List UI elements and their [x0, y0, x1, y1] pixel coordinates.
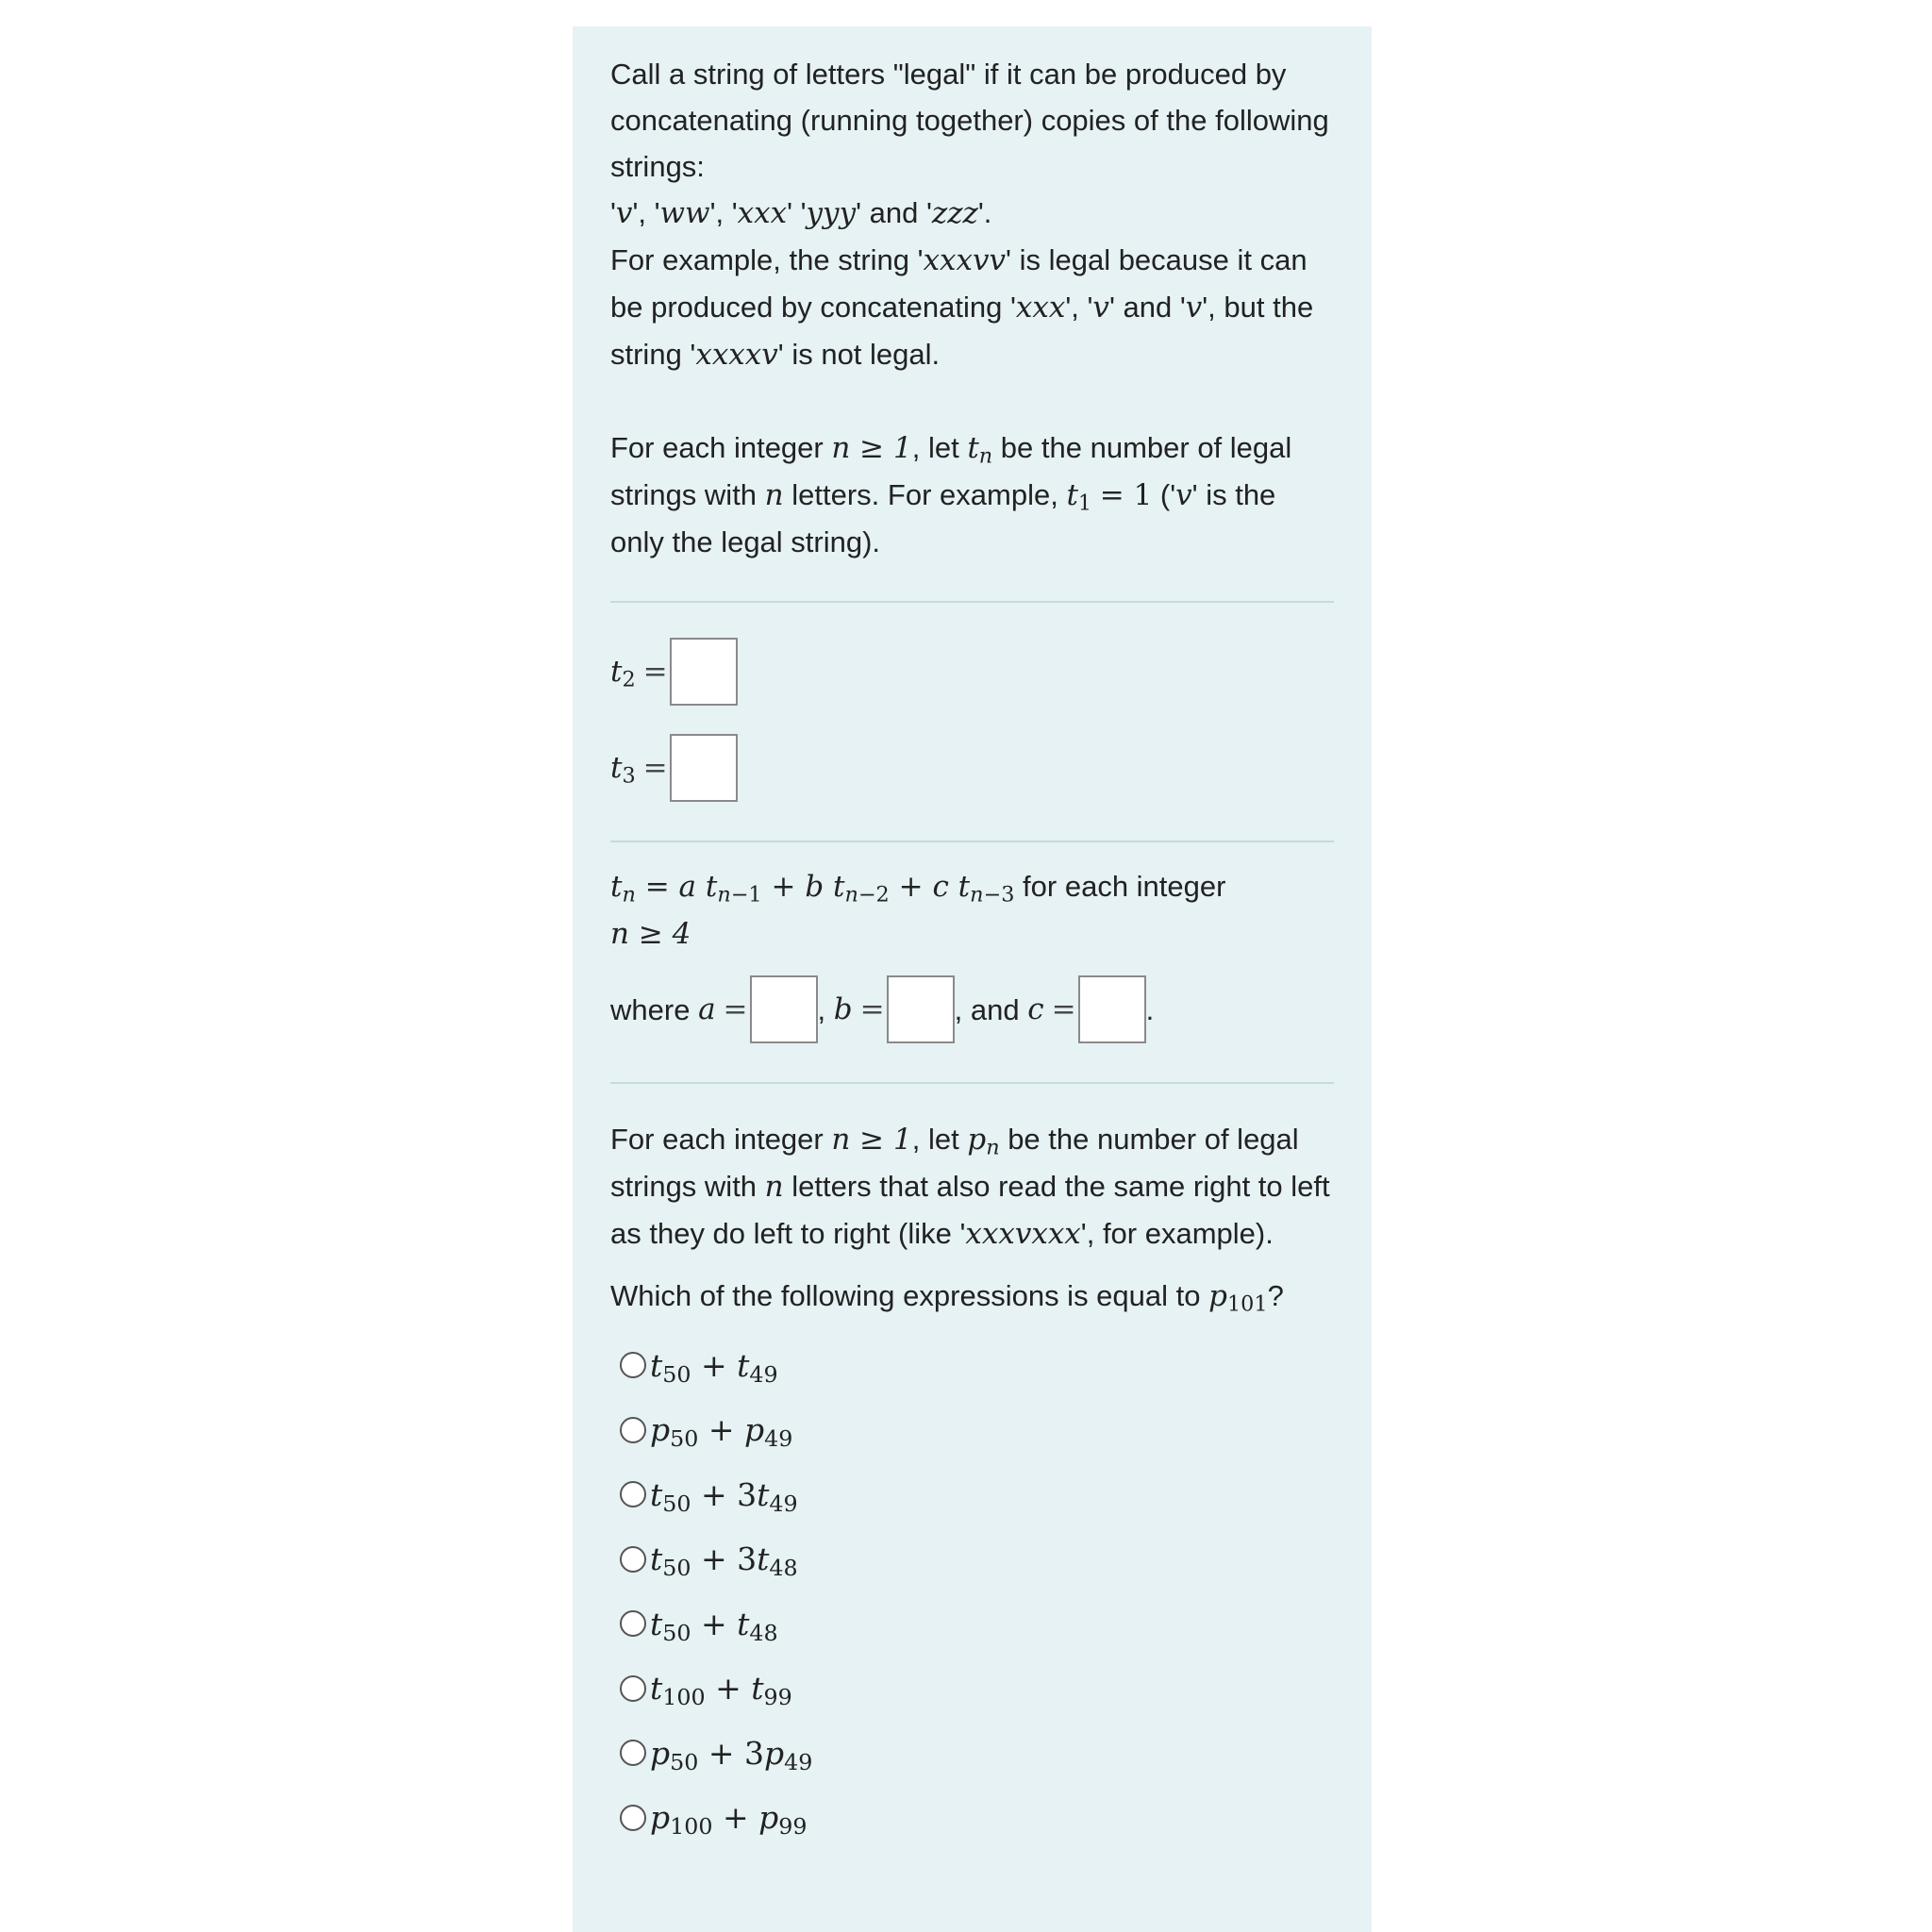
b-input[interactable]: [887, 975, 955, 1043]
option-3[interactable]: [610, 1462, 1334, 1527]
example-text: For example, the string: [610, 243, 910, 276]
t2-label: $t_2$: [610, 654, 636, 692]
a-input[interactable]: [750, 975, 818, 1043]
palindrome-text: For each integer n ≥ 1, let $p_n$ be the number of legal strings with n letters that also read the same right to left as they do left to right (like 'xxxvxxx', for example).: [610, 1123, 1330, 1251]
b-equals: =: [859, 991, 885, 1026]
def-text-1: For each integer: [610, 431, 824, 464]
radio-button[interactable]: [620, 1417, 646, 1443]
c-input[interactable]: [1078, 975, 1146, 1043]
t2-input[interactable]: [670, 638, 738, 706]
intro-text: Call a string of letters "legal" if it can be produced by concatenating (running together) copies of the following strings: 'v', 'ww', 'xxx' 'yyy' and 'zzz'. For example, the string 'xxxvv' is legal because it can be produced by concatenating 'xxx', 'v' and 'v', but the string 'xxxxv' is not legal.: [610, 58, 1329, 372]
option-1[interactable]: [610, 1333, 1334, 1398]
radio-button[interactable]: [620, 1481, 646, 1507]
option-6[interactable]: [610, 1657, 1334, 1722]
option-expression: $t_{50} + 3t_{48}$: [650, 1541, 798, 1582]
comma-1: ,: [817, 992, 826, 1026]
question-text: [610, 1273, 1334, 1320]
t3-input[interactable]: [670, 734, 738, 802]
t-n: $t_n$: [967, 431, 993, 469]
string-zzz: zzz: [931, 196, 978, 230]
string-xxx: xxx: [737, 196, 788, 230]
n-var: n: [764, 478, 784, 512]
option-expression: $t_{50} + t_{49}$: [650, 1346, 778, 1388]
where-word: where: [610, 992, 691, 1026]
t3-label: $t_3$: [610, 750, 636, 789]
concat-xxx: xxx: [1015, 291, 1066, 325]
radio-button[interactable]: [620, 1352, 646, 1378]
pal-text-3: be the number of legal strings with: [610, 1123, 1299, 1203]
radio-button[interactable]: [620, 1805, 646, 1831]
option-4[interactable]: [610, 1527, 1334, 1592]
t-1: $t_1$: [1066, 478, 1092, 516]
p-n: $p_n$: [967, 1123, 1000, 1160]
cond-n-ge-4: n ≥ 4: [610, 917, 691, 951]
illegal-string: xxxxv: [695, 338, 778, 372]
p-101: $p_{101}$: [1208, 1279, 1268, 1317]
pal-text-5: ', for example).: [1080, 1217, 1274, 1250]
definition-text: For each integer n ≥ 1, let $t_n$ be the number of legal strings with n letters. For example, $t_1 = 1$ ('v' is the only the legal string).: [610, 431, 1292, 558]
string-ww: ww: [659, 196, 710, 230]
def-text-5: is the only the legal string).: [610, 478, 1276, 558]
radio-button[interactable]: [620, 1740, 646, 1766]
a-var: a: [698, 991, 716, 1026]
recurrence-text: [610, 863, 1334, 958]
option-expression: $t_{100} + t_{99}$: [650, 1670, 792, 1711]
question-lead: Which of the following expressions is equal to: [610, 1279, 1201, 1312]
string-yyy: yyy: [806, 196, 857, 230]
t1-value: = 1: [1099, 478, 1153, 512]
recurrence-tail: for each integer: [1023, 870, 1226, 903]
intro-line: Call a string of letters "legal" if it can be produced by concatenating (running together) copies of the following strings:: [610, 58, 1329, 183]
a-equals: =: [723, 991, 748, 1026]
t3-equals: =: [642, 750, 668, 785]
c-equals: =: [1051, 991, 1076, 1026]
radio-button[interactable]: [620, 1675, 646, 1702]
option-2[interactable]: [610, 1398, 1334, 1463]
coefficients-row: where a = , b = , and c = .: [610, 973, 1334, 1046]
and-word: and: [869, 196, 919, 229]
pal-text-1: For each integer: [610, 1123, 824, 1156]
option-expression: $t_{50} + t_{48}$: [650, 1605, 778, 1646]
option-expression: $p_{50} + 3p_{49}$: [650, 1734, 813, 1775]
option-8[interactable]: [610, 1786, 1334, 1851]
palindrome-example: xxxvxxx: [965, 1217, 1081, 1251]
option-expression: $p_{50} + p_{49}$: [650, 1411, 793, 1453]
pal-n-var: n: [764, 1170, 784, 1204]
string-v: v: [615, 196, 633, 230]
option-7[interactable]: [610, 1721, 1334, 1786]
radio-button[interactable]: [620, 1546, 646, 1573]
question-mark: ?: [1267, 1279, 1284, 1312]
t2-equals: =: [642, 654, 668, 689]
concat-v1: v: [1092, 291, 1109, 325]
option-expression: $p_{100} + p_{99}$: [650, 1799, 808, 1840]
question-panel: [573, 26, 1372, 1932]
example-text-2: is legal because it can be produced by concatenating: [610, 243, 1307, 324]
pal-text-2: , let: [911, 1123, 959, 1156]
answer-options: [610, 1333, 1334, 1850]
concat-v2: v: [1185, 291, 1203, 325]
def-text-4: letters. For example,: [791, 478, 1058, 511]
pal-cond: n ≥ 1: [831, 1123, 912, 1157]
c-var: c: [1027, 991, 1044, 1026]
only-string-v: v: [1175, 478, 1192, 512]
recurrence-formula: $t_n = a$ $t_{n-1} + b$ $t_{n-2} + c$ $t_{n-3}$: [610, 870, 1015, 908]
and-c-text: , and: [954, 992, 1020, 1026]
t3-answer-row: [610, 731, 1334, 805]
option-5[interactable]: [610, 1591, 1334, 1657]
example-text-3: but the string: [610, 291, 1314, 371]
example-string: xxxvv: [923, 243, 1007, 277]
cond-n-ge-1: n ≥ 1: [831, 431, 912, 465]
pal-text-4: letters that also read the same right to left as they do left to right (like: [610, 1170, 1330, 1250]
b-var: b: [833, 991, 853, 1026]
radio-button[interactable]: [620, 1610, 646, 1637]
def-text-2: , let: [911, 431, 959, 464]
and-word-2: and: [1123, 291, 1173, 324]
t2-answer-row: [610, 635, 1334, 708]
option-expression: $t_{50} + 3t_{49}$: [650, 1475, 798, 1517]
example-text-4: is not legal.: [791, 338, 941, 371]
def-text-3: be the number of legal strings with: [610, 431, 1292, 511]
